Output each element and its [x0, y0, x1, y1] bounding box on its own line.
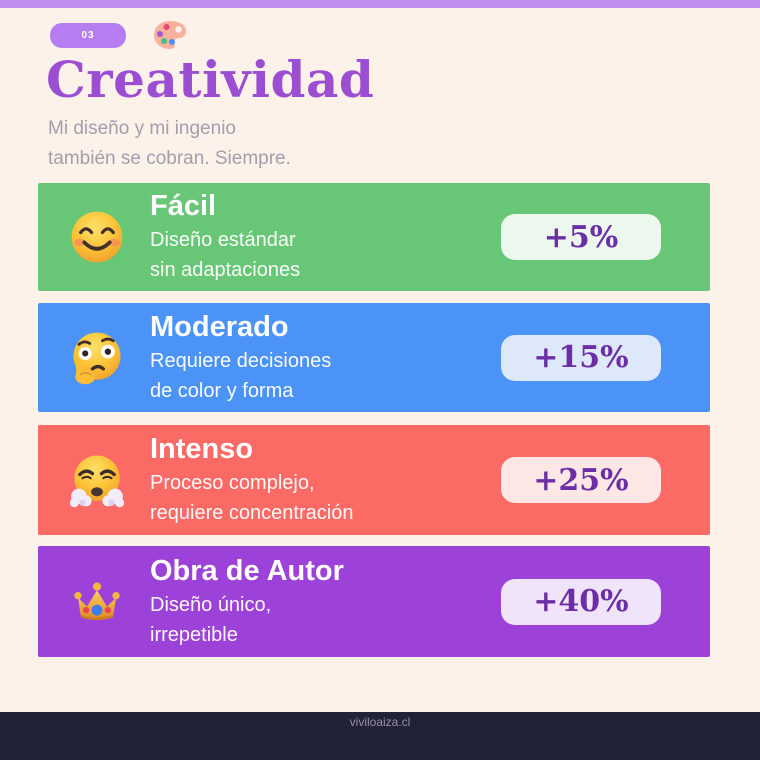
surcharge-value: +40%	[533, 584, 629, 619]
page-number: 03	[81, 30, 95, 41]
tier-description-line-1: Diseño único,	[150, 593, 272, 616]
top-accent-strip	[0, 0, 760, 8]
tier-description-line-1: Diseño estándar	[150, 229, 296, 251]
tier-card-facil	[38, 183, 710, 291]
tier-card-moderado	[38, 303, 710, 412]
tier-description-line-2: requiere concentración	[150, 502, 354, 524]
crown-emoji-icon	[68, 573, 126, 631]
footer-bar	[0, 712, 760, 760]
surcharge-value: +15%	[533, 340, 629, 375]
tier-card-intenso	[38, 425, 710, 535]
tier-title: Fácil	[150, 190, 217, 222]
page-subtitle	[48, 114, 291, 174]
smiling-face-emoji-icon	[68, 208, 126, 266]
surcharge-badge	[501, 579, 661, 625]
surcharge-value: +5%	[543, 219, 619, 255]
subtitle-line-2: también se cobran. Siempre.	[48, 148, 291, 169]
palette-icon	[152, 19, 188, 51]
page-number-badge	[50, 23, 126, 48]
surcharge-badge	[501, 335, 661, 381]
tier-description-line-2: de color y forma	[150, 379, 294, 402]
subtitle-line-1: Mi diseño y mi ingenio	[48, 118, 236, 139]
surcharge-badge	[501, 457, 661, 503]
surcharge-value: +25%	[533, 462, 629, 498]
tier-card-obra-de-autor	[38, 546, 710, 657]
tier-description-line-2: irrepetible	[150, 623, 238, 646]
tier-description-line-1: Requiere decisiones	[150, 349, 332, 372]
tier-description-line-1: Proceso complejo,	[150, 472, 315, 494]
footer-site-url: viviloaiza.cl	[349, 715, 411, 729]
tier-title: Moderado	[150, 310, 289, 343]
surcharge-badge	[501, 214, 661, 260]
steaming-face-emoji-icon	[68, 451, 126, 509]
tier-description-line-2: sin adaptaciones	[150, 259, 301, 281]
thinking-face-emoji-icon	[68, 329, 126, 387]
page-title: Creatividad	[46, 50, 375, 109]
tier-title: Intenso	[150, 433, 254, 465]
tier-title: Obra de Autor	[150, 554, 344, 587]
